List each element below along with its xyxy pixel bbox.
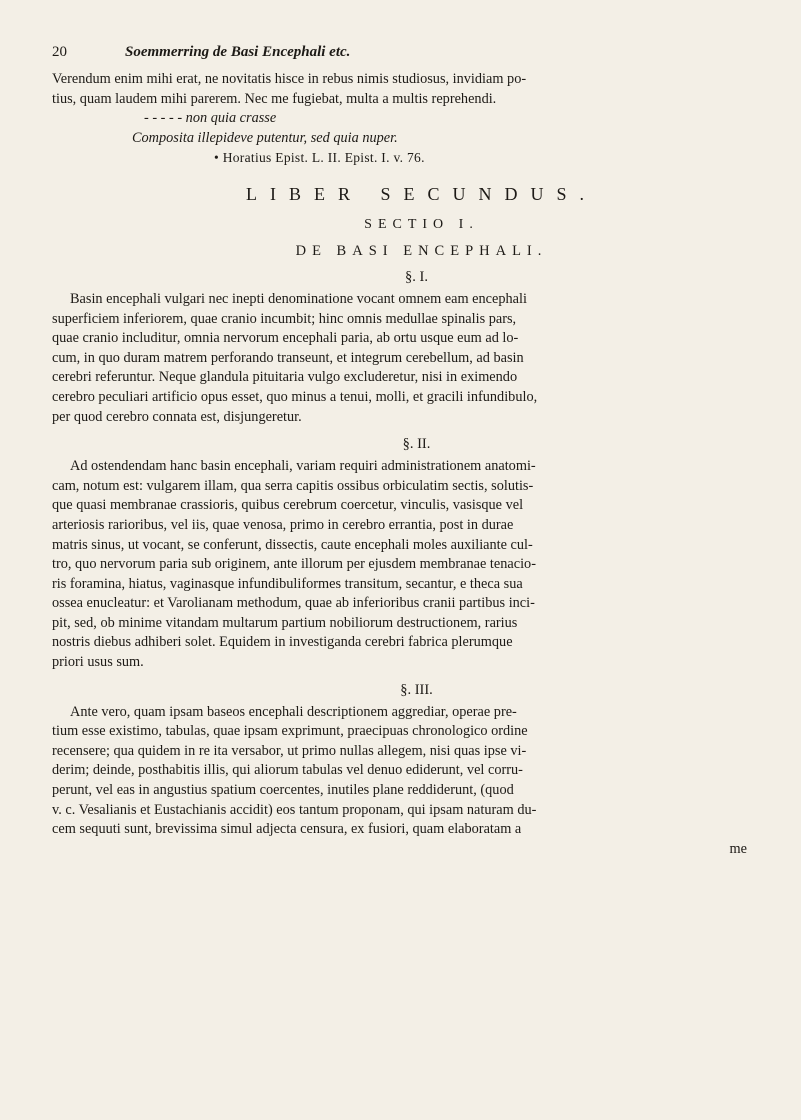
text-line: perunt, vel eas in angustius spatium coercentes, inutiles plane reddiderunt, (quod — [52, 782, 514, 799]
text-line: cerebri referuntur. Neque glandula pituitaria vulgo excluderetur, nisi in eximendo — [52, 369, 518, 386]
text-line: nostris diebus adhiberi solet. Equidem in investiganda cerebri fabrica plerumque — [52, 634, 513, 651]
text-line: Basin encephali vulgari nec inepti denominatione vocant omnem eam encephali — [70, 290, 527, 307]
text-line: cerebro peculiari artificio opus esset, quo minus a tenui, molli, et gracili infundibulo, — [52, 388, 538, 405]
verse-line: - - - - - non quia crasse — [144, 110, 277, 127]
text-line: recensere; qua quidem in re ita versabor, ut primo nullas allegem, nisi quas ipse vi- — [52, 742, 527, 759]
section-1 — [52, 269, 761, 427]
text-line: cem sequuti sunt, brevissima simul adjecta censura, ex fusiori, quam elaboratam a — [52, 821, 522, 838]
text-line: tius, quam laudem mihi parerem. Nec me fugiebat, multa a multis reprehendi. — [52, 90, 497, 107]
text-line: pit, sed, ob minime vitandam multarum partium nobiliorum destructionem, rarius — [52, 614, 518, 631]
text-line: Ad ostendendam hanc basin encephali, variam requiri administrationem anatomi- — [70, 458, 536, 475]
section-title: SECTIO I. — [364, 216, 479, 232]
text-line: cum, in quo duram matrem perforando transeunt, et integrum cerebellum, ad basin — [52, 349, 524, 366]
page-number: 20 — [52, 44, 67, 60]
text-line: v. c. Vesalianis et Eustachianis accidit) eos tantum proponam, qui ipsam naturam du- — [52, 801, 537, 818]
text-line: ossea enucleatur: et Varolianam methodum, quae ab inferioribus cranii partibus inci- — [52, 595, 535, 612]
catchword: me — [729, 840, 747, 857]
running-head-title: Soemmerring de Basi Encephali etc. — [125, 44, 351, 60]
preface-text — [52, 70, 761, 168]
text-line: Ante vero, quam ipsam baseos encephali descriptionem aggrediar, operae pre- — [70, 703, 517, 720]
section-3 — [52, 682, 761, 840]
chapter-title: DE BASI ENCEPHALI. — [295, 242, 548, 259]
running-head — [52, 44, 761, 70]
section-mark: §. I. — [405, 268, 428, 285]
text-line: arteriosis rarioribus, vel iis, quae venosa, primo in cerebro errantia, post in durae — [52, 516, 514, 533]
text-line: superficiem inferiorem, quae cranio incumbit; hinc omnis medullae spinalis pars, — [52, 310, 517, 327]
verse-citation: • Horatius Epist. L. II. Epist. I. v. 76. — [214, 150, 425, 166]
text-line: ris foramina, hiatus, vaginasque infundibuliformes transitum, secantur, e theca sua — [52, 575, 523, 592]
text-line: priori usus sum. — [52, 654, 144, 671]
text-line: derim; deinde, posthabitis illis, qui aliorum tabulas vel denuo ediderunt, vel corru- — [52, 762, 523, 779]
section-mark: §. III. — [400, 681, 433, 698]
section-mark: §. II. — [402, 436, 431, 453]
text-line: matris sinus, ut vocant, se conferunt, dissectis, caute encephali moles auxiliante cul- — [52, 536, 533, 553]
verse-line: Composita illepideve putentur, sed quia nuper. — [132, 129, 398, 146]
book-title: LIBER SECUNDUS. — [245, 183, 597, 204]
text-line: tro, quo nervorum paria sub originem, ante illorum per ejusdem membranae tenacio- — [52, 556, 536, 573]
text-line: cam, notum est: vulgarem illam, qua serra capitis ossibus orbiculatim sectis, solutis- — [52, 477, 534, 494]
text-line: per quod cerebro connata est, disjungeretur. — [52, 408, 302, 425]
text-line: Verendum enim mihi erat, ne novitatis hisce in rebus nimis studiosus, invidiam po- — [52, 71, 527, 87]
text-line: quae cranio includitur, omnia nervorum encephali paria, ab ortu usque eum ad lo- — [52, 330, 519, 347]
text-line: que quasi membranae crassioris, quibus cerebrum coercetur, vinculis, vasisque vel — [52, 497, 524, 514]
section-2 — [52, 436, 761, 673]
text-line: tium esse existimo, tabulas, quae ipsam exprimunt, praecipuas chronologico ordine — [52, 723, 528, 740]
